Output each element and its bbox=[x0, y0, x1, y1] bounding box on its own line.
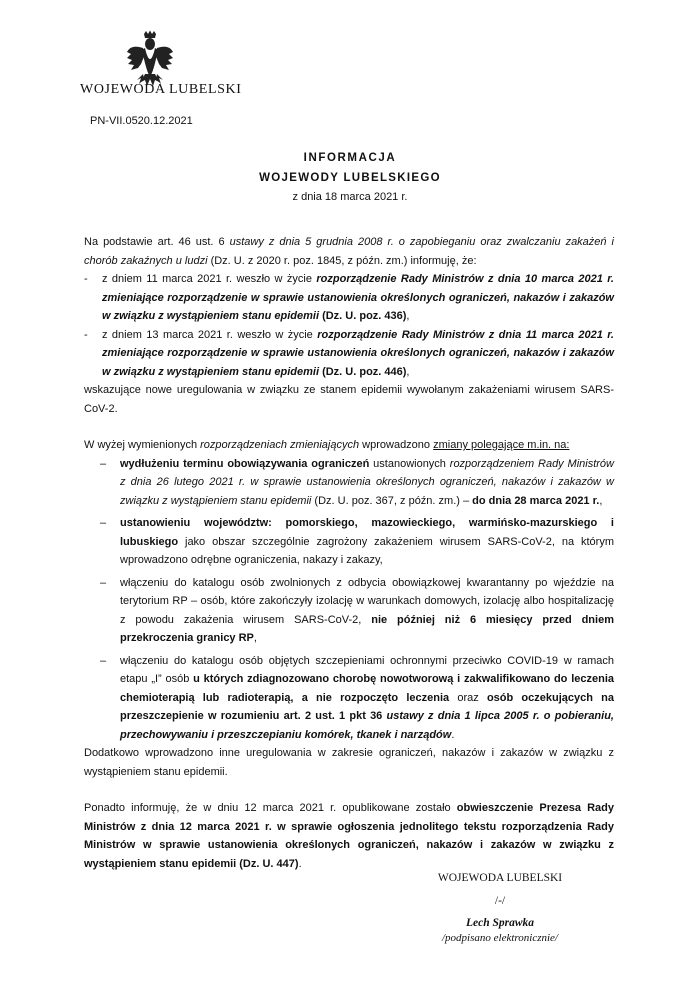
signature-mark: /-/ bbox=[494, 895, 506, 907]
list-item: – włączeniu do katalogu osób objętych szczepieniami ochronnymi przeciwko COVID-19 w ramach etapu „I” osób u których zdiagnozowano chorobę nowotworową i zakwalifikowano do leczenia chemioterapią lub radioterapią, a nie rozpoczęto leczenia oraz osób oczekujących na przeszczepienie w rozumieniu art. 2 ust. 1 pkt 36 ustawy z dnia 1 lipca 2005 r. o pobieraniu, przechowywaniu i przeszczepianiu komórek, tkanek i narządów. bbox=[100, 654, 614, 741]
signature-title: WOJEWODA LUBELSKI bbox=[437, 872, 563, 884]
closing-paragraph: wskazujące nowe uregulowania w związku ze stanem epidemii wywołanym zakażeniami wirusem SARS-CoV-2. bbox=[84, 384, 614, 415]
additional-paragraph: Dodatkowo wprowadzono inne uregulowania w zakresie ograniczeń, nakazów i zakazów w związku z wystąpieniem stanu epidemii. bbox=[84, 747, 614, 778]
document-subtitle: WOJEWODY LUBELSKIEGO bbox=[259, 172, 441, 184]
list-item: – ustanowieniu województw: pomorskiego, mazowieckiego, warmińsko-mazurskiego i lubuskiego jako obszar szczególnie zagrożony zakażeniem wirusem SARS-CoV-2, na którym wprowadzono odrębne ograniczenia, nakazy i zakazy, bbox=[100, 517, 614, 566]
intro-paragraph: Na podstawie art. 46 ust. 6 ustawy z dnia 5 grudnia 2008 r. o zapobieganiu oraz zwalczaniu zakażeń i chorób zakaźnych u ludzi (Dz. U. z 2020 r. poz. 1845, z późn. zm.) informuję, że: bbox=[84, 236, 614, 267]
changes-intro: W wyżej wymienionych rozporządzeniach zmieniających wprowadzono zmiany polegające m.in. na: bbox=[84, 439, 570, 451]
document-date: z dnia 18 marca 2021 r. bbox=[292, 191, 408, 203]
document-title: INFORMACJA bbox=[303, 152, 397, 164]
list-item: - z dniem 13 marca 2021 r. weszło w życie rozporządzenie Rady Ministrów z dnia 11 marca 2021 r. zmieniające rozporządzenie w sprawie ustanowienia określonych ograniczeń, nakazów i zakazów w związku z wystąpieniem stanu epidemii (Dz. U. poz. 446), bbox=[84, 328, 614, 378]
list-item: – wydłużeniu terminu obowiązywania ograniczeń ustanowionych rozporządzeniem Rady Ministrów z dnia 26 lutego 2021 r. w sprawie ustanowienia określonych ograniczeń, nakazów i zakazów w związku z wystąpieniem stanu epidemii (Dz. U. poz. 367, z późn. zm.) – do dnia 28 marca 2021 r., bbox=[100, 457, 614, 507]
final-paragraph: Ponadto informuję, że w dniu 12 marca 2021 r. opublikowane zostało obwieszczenie Prezesa Rady Ministrów z dnia 12 marca 2021 r. w sprawie ogłoszenia jednolitego tekstu rozporządzenia Rady Ministrów w sprawie ustanowienia określonych ograniczeń, nakazów i zakazów w związku z wystąpieniem stanu epidemii (Dz. U. 447). bbox=[84, 802, 614, 870]
signature-name: Lech Sprawka bbox=[465, 917, 535, 929]
list-item: – włączeniu do katalogu osób zwolnionych z odbycia obowiązkowej kwarantanny po wjeździe na terytorium RP – osób, które zakończyły izolację w warunkach domowych, izolację albo hospitalizację z powodu zakażenia wirusem SARS-CoV-2, nie później niż 6 miesięcy przed dniem przekroczenia granicy RP, bbox=[100, 576, 614, 644]
list-item: - z dniem 11 marca 2021 r. weszło w życie rozporządzenie Rady Ministrów z dnia 10 marca 2021 r. zmieniające rozporządzenie w sprawie ustanowienia określonych ograniczeń, nakazów i zakazów w związku z wystąpieniem stanu epidemii (Dz. U. poz. 436), bbox=[84, 273, 614, 322]
office-name: WOJEWODA LUBELSKI bbox=[80, 82, 242, 97]
polish-eagle-emblem bbox=[125, 30, 175, 90]
document-body bbox=[84, 233, 614, 873]
signature-note: /podpisano elektronicznie/ bbox=[442, 932, 558, 944]
reference-number: PN-VII.0520.12.2021 bbox=[90, 115, 193, 127]
